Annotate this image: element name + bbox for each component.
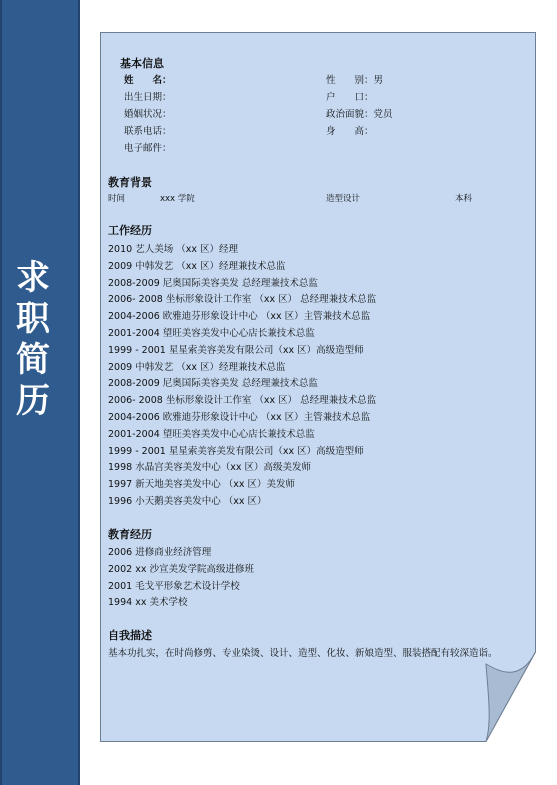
self-heading: 自我描述 bbox=[108, 629, 152, 642]
work-item: 1999 - 2001 星星索美容美发有限公司（xx 区）高级造型师 bbox=[108, 445, 364, 457]
sidebar-title bbox=[10, 258, 56, 422]
work-item: 2001-2004 望旺美容美发中心心店长兼技术总监 bbox=[108, 328, 315, 339]
work-item: 1998 水晶宫美容美发中心（xx 区）高级美发师 bbox=[108, 462, 311, 474]
name-label: 姓 名： bbox=[124, 75, 172, 86]
edu-history-heading: 教育经历 bbox=[108, 528, 152, 541]
work-item: 2006- 2008 坐标形象设计工作室 （xx 区） 总经理兼技术总监 bbox=[108, 395, 377, 407]
title-char: 求 bbox=[16, 258, 50, 298]
work-item: 1997 新天地美容美发中心 （xx 区）美发师 bbox=[108, 479, 295, 491]
political-label: 政治面貌：党员 bbox=[326, 109, 393, 120]
edu-degree: 本科 bbox=[455, 194, 473, 204]
sidebar-band bbox=[0, 0, 80, 785]
edu-school: xxx 学院 bbox=[160, 194, 195, 204]
edu-history-item: 2006 进修商业经济管理 bbox=[108, 547, 212, 558]
marital-label: 婚姻状况： bbox=[124, 109, 172, 120]
title-char: 简 bbox=[16, 340, 50, 380]
edu-time: 时间 bbox=[108, 194, 126, 204]
work-item: 2010 艺人美场 （xx 区）经理 bbox=[108, 244, 238, 255]
hukou-label: 户 口： bbox=[326, 92, 374, 103]
edu-history-item: 2001 毛戈平形象艺术设计学校 bbox=[108, 580, 240, 592]
education-bg-heading: 教育背景 bbox=[108, 176, 152, 189]
work-heading: 工作经历 bbox=[108, 224, 152, 237]
resume-paper bbox=[100, 32, 536, 742]
edu-history-item: 2002 xx 沙宣美发学院高级进修班 bbox=[108, 563, 254, 575]
edu-major: 造型设计 bbox=[326, 194, 361, 204]
edu-history-item: 1994 xx 美术学校 bbox=[108, 597, 188, 609]
work-item: 2004-2006 欧雅迪芬形象设计中心 （xx 区）主管兼技术总监 bbox=[108, 311, 371, 323]
work-item: 2001-2004 望旺美容美发中心心店长兼技术总监 bbox=[108, 428, 315, 440]
title-char: 历 bbox=[16, 381, 50, 421]
height-label: 身 高： bbox=[326, 126, 374, 137]
resume-content bbox=[100, 32, 536, 672]
work-item: 2009 中韩发艺 （xx 区）经理兼技术总监 bbox=[108, 361, 286, 373]
phone-label: 联系电话： bbox=[124, 126, 172, 137]
work-item: 2004-2006 欧雅迪芬形象设计中心 （xx 区）主管兼技术总监 bbox=[108, 412, 371, 423]
work-item: 1999 - 2001 星星索美容美发有限公司（xx 区）高级造型师 bbox=[108, 344, 364, 356]
work-item: 2009 中韩发艺 （xx 区）经理兼技术总监 bbox=[108, 260, 286, 272]
email-label: 电子邮件： bbox=[124, 143, 172, 154]
work-item: 2008-2009 尼奥国际美容美发 总经理兼技术总监 bbox=[108, 277, 318, 289]
birth-label: 出生日期： bbox=[124, 92, 172, 103]
basic-info-heading: 基本信息 bbox=[120, 57, 164, 70]
title-char: 职 bbox=[16, 299, 50, 339]
self-description: 基本功扎实，在时尚修剪、专业染烫、设计、造型、化妆、新娘造型、服装搭配有较深造诣。 bbox=[108, 648, 498, 659]
work-item: 1996 小天鹅美容美发中心 （xx 区） bbox=[108, 496, 267, 507]
work-item: 2006- 2008 坐标形象设计工作室 （xx 区） 总经理兼技术总监 bbox=[108, 294, 377, 306]
gender-label: 性 别：男 bbox=[326, 75, 384, 86]
work-item: 2008-2009 尼奥国际美容美发 总经理兼技术总监 bbox=[108, 378, 318, 390]
